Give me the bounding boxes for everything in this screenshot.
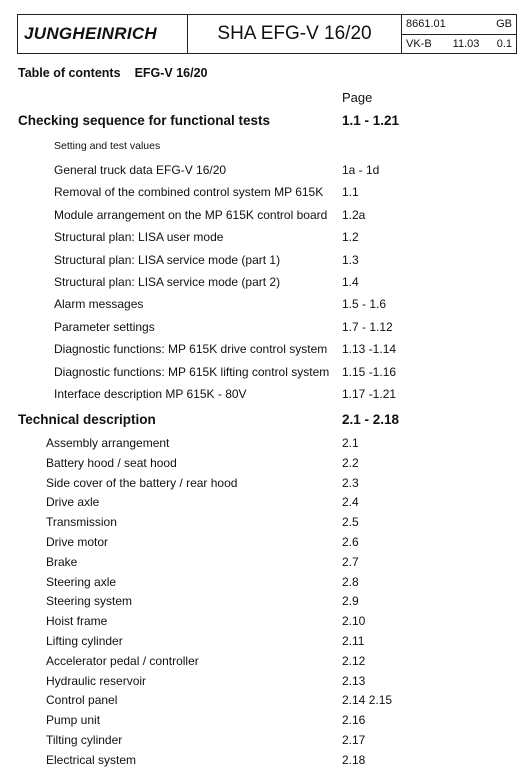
document-meta (402, 15, 516, 53)
doc-number: 8661.01 (406, 18, 446, 31)
language-code: GB (496, 18, 512, 31)
page-column-label: Page (342, 90, 373, 105)
company-logo: JUNGHEINRICH (18, 15, 188, 53)
toc-entry-page: 2.5 (342, 515, 359, 530)
toc-entry-page: 2.8 (342, 574, 359, 589)
section-page-range: 2.1 - 2.18 (342, 412, 400, 427)
toc-entry-page: 2.17 (342, 733, 366, 747)
section-page-range: 1.1 - 1.21 (342, 113, 400, 128)
toc-entry-text: Tilting cylinder (46, 733, 123, 747)
revision: 0.1 (496, 37, 512, 50)
section-title: Technical description (18, 412, 156, 427)
toc-entry-page: 1.17 -1.21 (342, 387, 397, 401)
toc-entry-page: 2.18 (342, 752, 366, 767)
toc-entry-text: Module arrangement on the MP 615K control board (54, 207, 328, 222)
section-title: Checking sequence for functional tests (18, 113, 271, 128)
toc-entry-text: Diagnostic functions: MP 615K drive control system (54, 342, 328, 357)
toc-entry-text: Structural plan: LISA service mode (part 1) (54, 252, 281, 267)
toc-entry-page: 2.10 (342, 614, 366, 629)
toc-entry-text: Control panel (46, 693, 118, 708)
toc-entry-text: Removal of the combined control system MP 615K (54, 185, 324, 200)
toc-entry-page: 1.2 (342, 230, 359, 245)
toc-entry-text: Accelerator pedal / controller (46, 653, 199, 668)
toc-entry-page: 2.9 (342, 594, 359, 609)
toc-entry-page: 1a - 1d (342, 163, 380, 177)
issue-date: 11.03 (452, 37, 480, 50)
toc-entry-text: Drive motor (46, 535, 109, 549)
toc-entry-page: 2.6 (342, 535, 359, 549)
toc-entry-page: 2.14 2.15 (342, 693, 393, 708)
toc-entry-text: Structural plan: LISA service mode (part 2) (54, 275, 281, 289)
toc-entry-text: Assembly arrangement (46, 436, 170, 450)
document-title: SHA EFG-V 16/20 (188, 15, 402, 53)
toc-entry-text: Structural plan: LISA user mode (54, 230, 224, 245)
toc-entry-text: Pump unit (46, 713, 101, 728)
toc-entry-text: Battery hood / seat hood (46, 455, 177, 470)
toc-entry-page: 2.2 (342, 455, 359, 470)
toc-entry-page: 1.3 (342, 252, 359, 267)
toc-entry-page: 1.2a (342, 207, 366, 222)
toc-entry-page: 1.15 -1.16 (342, 364, 397, 379)
toc-entry-text: Hydraulic reservoir (46, 673, 147, 688)
toc-entry-text: Side cover of the battery / rear hood (46, 475, 238, 490)
toc-entry-text: Setting and test values (54, 140, 161, 152)
toc-entry-page: 2.1 (342, 436, 359, 450)
toc-heading (18, 66, 208, 80)
document-header (17, 14, 517, 54)
toc-entry-text: Steering system (46, 594, 133, 609)
toc-model: EFG-V 16/20 (134, 66, 208, 80)
toc-entry-text: General truck data EFG-V 16/20 (54, 163, 227, 177)
department: VK-B (406, 37, 432, 50)
toc-entry-text: Drive axle (46, 495, 100, 510)
toc-entry-page: 2.7 (342, 554, 359, 569)
toc-entry-page: 1.13 -1.14 (342, 342, 397, 357)
toc-entry-text: Parameter settings (54, 319, 155, 334)
toc-title: Table of contents (18, 66, 121, 80)
toc-entry-text: Lifting cylinder (46, 634, 123, 648)
toc-entry-page: 1.1 (342, 185, 359, 200)
toc-entry-page: 1.4 (342, 275, 359, 289)
toc-entry-page: 1.5 - 1.6 (342, 297, 387, 312)
toc-entry-text: Hoist frame (46, 614, 108, 629)
toc-entry-text: Diagnostic functions: MP 615K lifting control system (54, 364, 330, 379)
meta-row-1 (402, 15, 516, 34)
toc-entry-text: Alarm messages (54, 297, 144, 312)
toc-entry-text: Electrical system (46, 752, 137, 767)
toc-entry-page: 2.16 (342, 713, 366, 728)
toc-entry-text: Steering axle (46, 574, 117, 589)
toc-entry-page: 1.7 - 1.12 (342, 319, 393, 334)
toc-entry-text: Transmission (46, 515, 117, 530)
meta-row-2 (402, 34, 516, 54)
toc-entry-page: 2.3 (342, 475, 359, 490)
toc-entry-text: Brake (46, 554, 78, 569)
toc-entry-page: 2.11 (342, 634, 365, 648)
toc-entry-text: Interface description MP 615K - 80V (54, 387, 247, 401)
toc-entry-page: 2.4 (342, 495, 359, 510)
toc-entry-page: 2.12 (342, 653, 366, 668)
toc-entry-page: 2.13 (342, 673, 366, 688)
